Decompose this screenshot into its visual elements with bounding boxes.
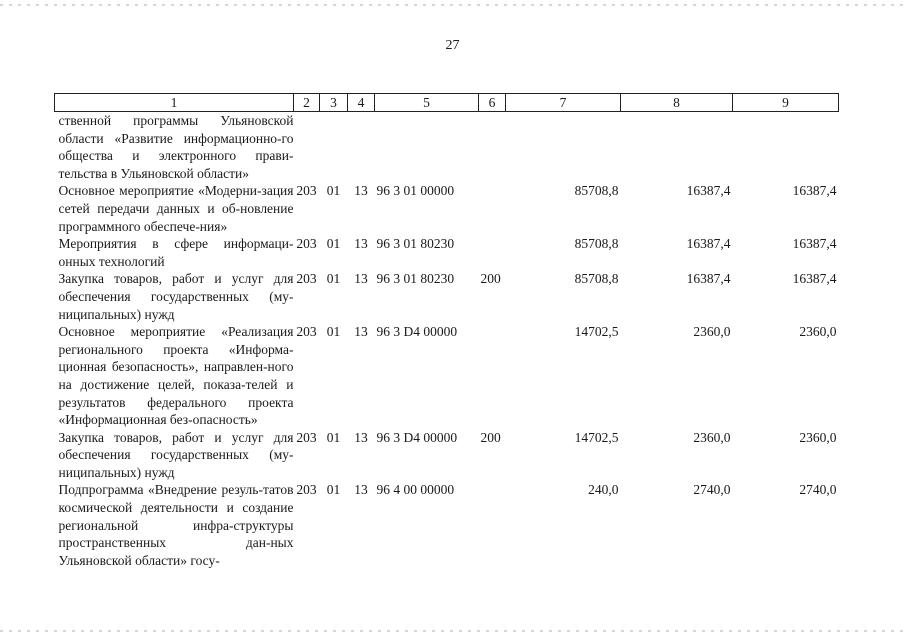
row-amount-col7: 85708,8 bbox=[574, 183, 619, 199]
row-subsection: 13 bbox=[354, 482, 368, 498]
row-section: 01 bbox=[326, 183, 341, 199]
row-subsection bbox=[348, 112, 375, 183]
row-name: Основное мероприятие «Модерни-зация сетей передачи данных и об-новление программного обеспече-ния» bbox=[58, 183, 294, 234]
row-section: 01 bbox=[326, 482, 341, 498]
row-target-article: 96 4 00 00000 bbox=[376, 482, 455, 498]
row-subsection: 13 bbox=[354, 324, 368, 340]
row-target-article: 96 3 01 00000 bbox=[376, 183, 455, 199]
header-col-4: 4 bbox=[348, 94, 375, 112]
row-amount-col7: 85708,8 bbox=[574, 236, 619, 252]
header-col-7: 7 bbox=[506, 94, 621, 112]
row-name: ственной программы Ульяновской области «Развитие информационно-го общества и электронного прави-тельства в Ульяновской области» bbox=[58, 113, 294, 181]
row-amount-col9: 16387,4 bbox=[792, 236, 837, 252]
row-amount-col8: 16387,4 bbox=[686, 183, 731, 199]
table-body bbox=[55, 112, 839, 570]
header-col-2: 2 bbox=[294, 94, 320, 112]
row-section: 01 bbox=[326, 324, 341, 340]
row-ministry-code: 203 bbox=[296, 271, 317, 287]
row-amount-col8 bbox=[621, 112, 733, 183]
row-amount-col7: 85708,8 bbox=[574, 271, 619, 287]
row-subsection: 13 bbox=[354, 271, 368, 287]
row-amount-col9: 2360,0 bbox=[799, 324, 837, 340]
header-col-9: 9 bbox=[733, 94, 839, 112]
budget-table bbox=[54, 93, 839, 569]
table-row bbox=[55, 429, 839, 482]
row-amount-col9: 2740,0 bbox=[799, 482, 837, 498]
page-number: 27 bbox=[445, 38, 460, 53]
row-name: Закупка товаров, работ и услуг для обеспечения государственных (му-ниципальных) нужд bbox=[58, 429, 294, 480]
row-name: Мероприятия в сфере информаци-онных технологий bbox=[58, 236, 294, 269]
row-ministry-code bbox=[294, 112, 320, 183]
row-target-article: 96 3 D4 00000 bbox=[376, 324, 458, 340]
row-amount-col8: 16387,4 bbox=[686, 236, 731, 252]
table-row bbox=[55, 182, 839, 235]
table-header bbox=[55, 94, 839, 112]
header-row bbox=[55, 94, 839, 112]
row-amount-col8: 2740,0 bbox=[693, 482, 731, 498]
row-ministry-code: 203 bbox=[296, 324, 317, 340]
row-section: 01 bbox=[326, 236, 341, 252]
header-col-8: 8 bbox=[621, 94, 733, 112]
header-col-5: 5 bbox=[375, 94, 479, 112]
row-expense-type bbox=[479, 112, 506, 183]
row-expense-type bbox=[479, 323, 506, 429]
row-amount-col8: 2360,0 bbox=[693, 429, 731, 445]
row-expense-type bbox=[479, 182, 506, 235]
scan-edge-bottom bbox=[0, 630, 905, 632]
table-row bbox=[55, 323, 839, 429]
row-target-article bbox=[375, 112, 479, 183]
header-col-6: 6 bbox=[479, 94, 506, 112]
table-row bbox=[55, 112, 839, 183]
row-amount-col7 bbox=[506, 112, 621, 183]
row-target-article: 96 3 01 80230 bbox=[376, 236, 455, 252]
row-amount-col7: 240,0 bbox=[588, 482, 619, 498]
row-expense-type bbox=[479, 481, 506, 569]
row-amount-col9: 16387,4 bbox=[792, 271, 837, 287]
row-amount-col9: 16387,4 bbox=[792, 183, 837, 199]
row-expense-type bbox=[479, 235, 506, 270]
table-row bbox=[55, 235, 839, 270]
table-row bbox=[55, 481, 839, 569]
row-amount-col9: 2360,0 bbox=[799, 429, 837, 445]
row-section: 01 bbox=[326, 271, 341, 287]
row-ministry-code: 203 bbox=[296, 183, 317, 199]
row-name: Подпрограмма «Внедрение резуль-татов космической деятельности и создание региональной инфра-структуры пространственных дан-ных Ульяновской области» госу- bbox=[58, 482, 294, 568]
row-ministry-code: 203 bbox=[296, 429, 317, 445]
row-section: 01 bbox=[326, 429, 341, 445]
row-amount-col7: 14702,5 bbox=[574, 324, 619, 340]
row-name: Закупка товаров, работ и услуг для обеспечения государственных (му-ниципальных) нужд bbox=[58, 271, 294, 322]
row-ministry-code: 203 bbox=[296, 482, 317, 498]
header-col-3: 3 bbox=[320, 94, 348, 112]
row-amount-col8: 16387,4 bbox=[686, 271, 731, 287]
row-target-article: 96 3 01 80230 bbox=[376, 271, 455, 287]
row-expense-type: 200 bbox=[480, 271, 501, 287]
row-subsection: 13 bbox=[354, 429, 368, 445]
scan-edge-top bbox=[0, 4, 905, 6]
row-expense-type: 200 bbox=[480, 429, 501, 445]
row-subsection: 13 bbox=[354, 183, 368, 199]
row-amount-col8: 2360,0 bbox=[693, 324, 731, 340]
table-row bbox=[55, 270, 839, 323]
row-amount-col9 bbox=[733, 112, 839, 183]
row-subsection: 13 bbox=[354, 236, 368, 252]
header-col-1: 1 bbox=[55, 94, 294, 112]
row-section bbox=[320, 112, 348, 183]
row-amount-col7: 14702,5 bbox=[574, 429, 619, 445]
row-target-article: 96 3 D4 00000 bbox=[376, 429, 458, 445]
row-ministry-code: 203 bbox=[296, 236, 317, 252]
row-name: Основное мероприятие «Реализация регионального проекта «Информа-ционная безопасность», направлен-ного на достижение целей, показа-телей и результатов федерального проекта «Информационная без-опасность» bbox=[58, 324, 294, 428]
